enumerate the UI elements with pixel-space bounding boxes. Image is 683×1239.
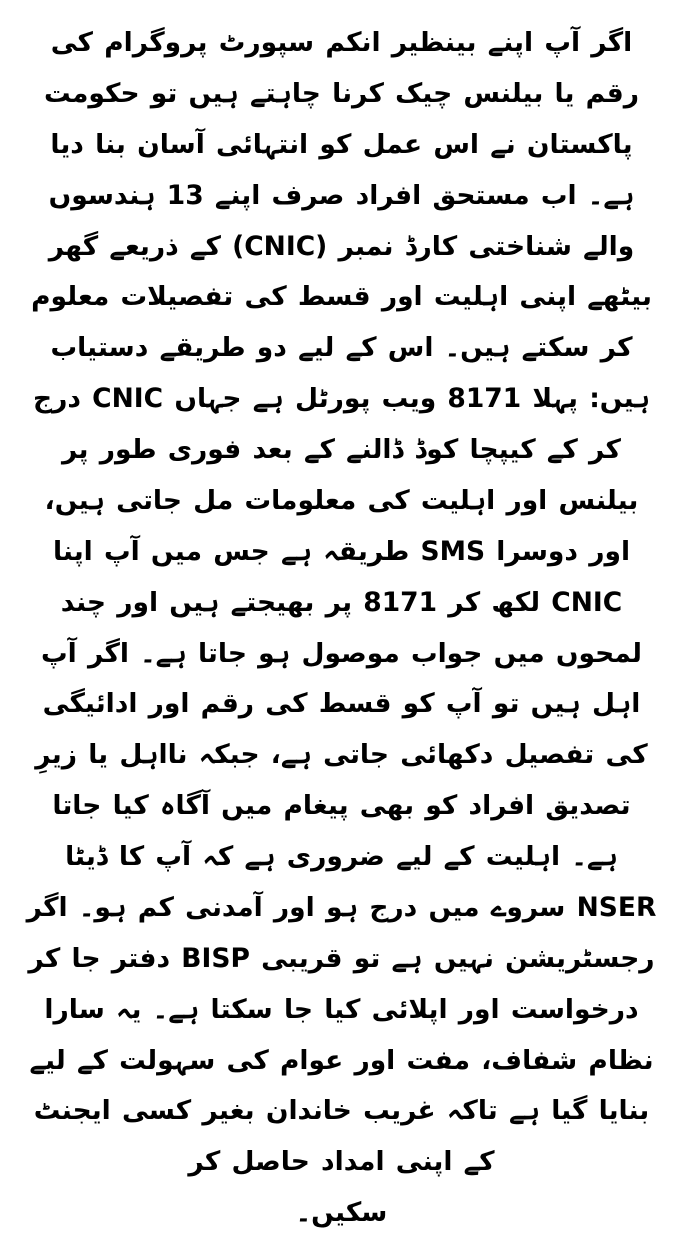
article-body [26,18,657,1239]
body-paragraph: اگر آپ اپنے بینظیر انکم سپورٹ پروگرام کی رقم یا بیلنس چیک کرنا چاہتے ہیں تو حکومت پاکستان نے اس عمل کو انتہائی آسان بنا دیا ہے۔ اب مستحق افراد صرف اپنے 13 ہندسوں والے شناختی کارڈ نمبر (CNIC) کے ذریعے گھر بیٹھے اپنی اہلیت اور قسط کی تفصیلات معلوم کر سکتے ہیں۔ اس کے لیے دو طریقے دستیاب ہیں: پہلا 8171 ویب پورٹل ہے جہاں CNIC درج کر کے کیپچا کوڈ ڈالنے کے بعد فوری طور پر بیلنس اور اہلیت کی معلومات مل جاتی ہیں، اور دوسرا SMS طریقہ ہے جس میں آپ اپنا CNIC لکھ کر 8171 پر بھیجتے ہیں اور چند لمحوں میں جواب موصول ہو جاتا ہے۔ اگر آپ اہل ہیں تو آپ کو قسط کی رقم اور ادائیگی کی تفصیل دکھائی جاتی ہے، جبکہ نااہل یا زیرِ تصدیق افراد کو بھی پیغام میں آگاہ کیا جاتا ہے۔ اہلیت کے لیے ضروری ہے کہ آپ کا ڈیٹا NSER سروے میں درج ہو اور آمدنی کم ہو۔ اگر رجسٹریشن نہیں ہے تو قریبی BISP دفتر جا کر درخواست اور اپلائی کیا جا سکتا ہے۔ یہ سارا نظام شفاف، مفت اور عوام کی سہولت کے لیے بنایا گیا ہے تاکہ غریب خاندان بغیر کسی ایجنٹ کے اپنی امداد حاصل کر [26,27,657,1178]
closing-line: سکیں۔ [295,1197,388,1229]
